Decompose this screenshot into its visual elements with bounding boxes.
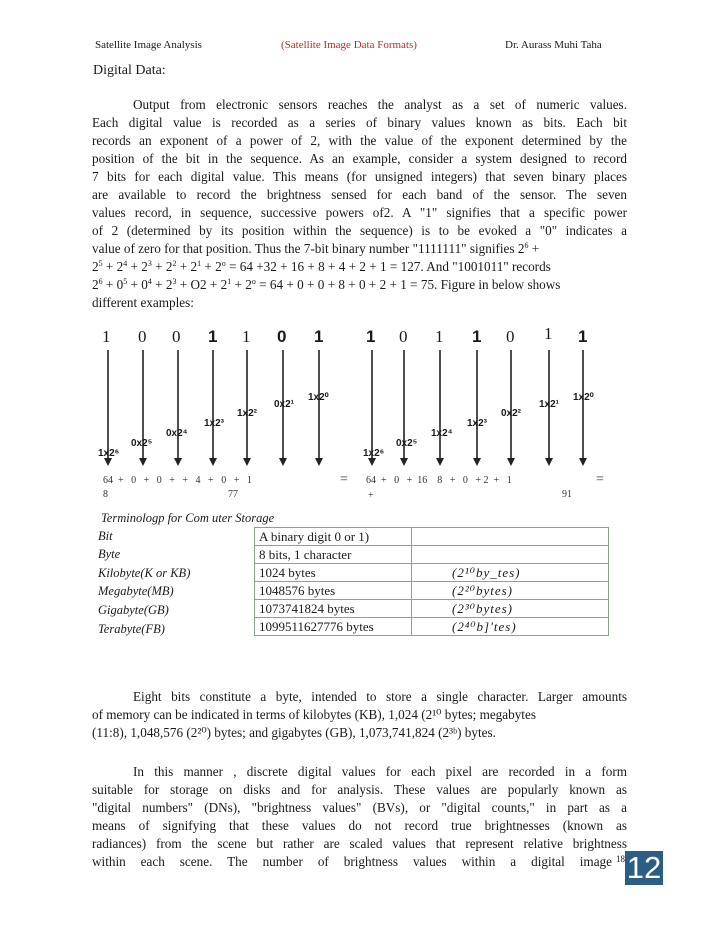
- page-number-badge: 12: [626, 850, 662, 885]
- text-line: Each digital value is recorded as a series of binary values known as bits. Each bit: [92, 115, 627, 130]
- equals-sign: =: [596, 472, 604, 487]
- storage-table: [254, 527, 609, 636]
- bit-label: 1x2⁰: [573, 392, 594, 403]
- table-caption: Terminologp for Com uter Storage: [101, 511, 275, 525]
- header-left: Satellite Image Analysis: [95, 39, 202, 51]
- right-sum-continued: +: [368, 490, 374, 501]
- text-line: (11:8), 1,048,576 (2²⁰) bytes; and gigabytes (GB), 1,073,741,824 (2³ᵇ) bytes.: [92, 725, 496, 740]
- text-line: means of signifying that these values do not record true brightnesses (known as: [92, 818, 627, 833]
- bit-digit: 1: [544, 324, 553, 343]
- text-line: Output from electronic sensors reaches the analyst as a set of numeric values.: [133, 97, 627, 112]
- table-cell: 8 bits, 1 character: [255, 546, 412, 564]
- bit-digit: 0: [172, 327, 181, 346]
- paragraph-digital-numbers: [92, 763, 627, 871]
- bit-label: 0x2⁵: [396, 438, 418, 449]
- bit-digit: 1: [435, 327, 444, 346]
- row-label: Kilobyte(K or KB): [98, 566, 191, 580]
- bit-label: 0x2⁴: [166, 428, 188, 439]
- section-title: Digital Data:: [93, 63, 166, 78]
- row-label: Byte: [98, 547, 121, 561]
- left-sum-continued: 8: [103, 489, 108, 500]
- text-line: records an exponent of a power of 2, with the value of the exponent determined by the: [92, 133, 627, 148]
- bit-label: 1x2²: [237, 408, 258, 419]
- text-line: "digital numbers" (DNs), "brightness values" (BVs), or "digital counts," in part as a: [92, 800, 627, 815]
- table-row: [255, 582, 609, 600]
- header-center: (Satellite Image Data Formats): [281, 39, 417, 51]
- table-cell: [412, 546, 609, 564]
- table-cell: 1073741824 bytes: [255, 600, 412, 618]
- bit-label: 0x2¹: [274, 399, 295, 410]
- bit-digit: 1: [472, 327, 482, 346]
- text-line: Eight bits constitute a byte, intended to store a single character. Larger amounts: [133, 689, 627, 704]
- row-label: Gigabyte(GB): [98, 603, 169, 617]
- text-line: $2^5 + 2^4 + 2^3 + 2^2 + 2^1 + 2^o = 64 +32 + 16 + 8 + 4 + 2 + 1 = 127$. And "1001011" records: [92, 259, 551, 274]
- table-cell: 1024 bytes: [255, 564, 412, 582]
- table-row: [255, 528, 609, 546]
- text-line: of 2 (determined by its position within the sequence) is to be evoked a "0" indicates a: [92, 223, 627, 238]
- table-cell: A binary digit 0 or 1): [255, 528, 412, 546]
- text-line: position of the bit in the sequence. As an example, consider a system designed to record: [92, 151, 627, 166]
- bit-digit: 0: [138, 327, 147, 346]
- left-sum: 64 + 0 + 0 + + 4 + 0 + 1: [103, 475, 252, 486]
- bit-digit: 0: [399, 327, 408, 346]
- table-cell: (2²⁰bytes): [412, 582, 609, 600]
- right-total: 91: [562, 489, 572, 500]
- bit-label: 0x2⁵: [131, 438, 153, 449]
- table-row: [255, 546, 609, 564]
- bit-label: 1x2⁶: [98, 448, 120, 459]
- text-line: are available to record the brightness sensed for each band of the sensor. The seven: [92, 187, 627, 202]
- bit-digit: 0: [506, 327, 515, 346]
- text-line: suitable for storage on disks and for analysis. These values are popularly known as: [92, 782, 627, 797]
- table-cell: (2⁴⁰b]'tes): [412, 618, 609, 636]
- table-cell: (2³⁰bytes): [412, 600, 609, 618]
- equals-sign: =: [340, 472, 348, 487]
- bit-label: 1x2⁴: [431, 428, 453, 439]
- text-line: 7 bits for each digital value. This means (for unsigned integers) that seven binary places: [92, 169, 627, 184]
- right-sum: 64 + 0 + 16 8 + 0 + 2 + 1: [366, 475, 512, 486]
- bit-digit: 1: [242, 327, 251, 346]
- row-label: Terabyte(FB): [98, 622, 165, 636]
- table-row: [255, 600, 609, 618]
- paragraph-bytes: [92, 688, 627, 742]
- bit-digit: 0: [277, 327, 287, 346]
- table-cell: 1099511627776 bytes: [255, 618, 412, 636]
- text-line: different examples:: [92, 295, 194, 310]
- table-cell: [412, 528, 609, 546]
- text-line: within each scene. The number of brightness values within a digital image: [92, 854, 612, 869]
- page-mark: 18: [616, 854, 625, 864]
- text-line: In this manner , discrete digital values for each pixel are recorded in a form: [133, 764, 627, 779]
- row-label: Megabyte(MB): [98, 584, 174, 598]
- row-label: Bit: [98, 529, 113, 543]
- text-line: values record, in sequence, successive powers of2. A "1" signifies that a specific power: [92, 205, 627, 220]
- table-cell: 1048576 bytes: [255, 582, 412, 600]
- header-right: Dr. Aurass Muhi Taha: [505, 39, 602, 51]
- bit-digit: 1: [366, 327, 376, 346]
- bit-label: 1x2⁶: [363, 448, 385, 459]
- bit-label: 1x2³: [204, 418, 225, 429]
- bit-label: 0x2²: [501, 408, 522, 419]
- table-cell: (2¹⁰by_tes): [412, 564, 609, 582]
- text-line: $2^6 + 0^5 + 0^4 + 2^3 + O2 + 2^1 + 2^o = 64 + 0 + 0 + 8 + 0 + 2 + 1 = 75$. Figure in below shows: [92, 277, 561, 292]
- text-line: value of zero for that position. Thus the 7-bit binary number "1111111" signifies $2^6$ +: [92, 241, 540, 256]
- text-line: radiances) from the scene but rather are scaled values that represent relative brightness: [92, 836, 627, 851]
- bit-label: 1x2³: [467, 418, 488, 429]
- bit-digit: 1: [208, 327, 218, 346]
- bit-digit: 1: [102, 327, 111, 346]
- table-row: [255, 564, 609, 582]
- text-line: of memory can be indicated in terms of kilobytes (KB), 1,024 (2¹⁰ bytes; megabytes: [92, 707, 536, 722]
- bit-digit: 1: [314, 327, 324, 346]
- left-total: 77: [228, 489, 238, 500]
- bit-label: 1x2⁰: [308, 392, 329, 403]
- bit-label: 1x2¹: [539, 399, 560, 410]
- table-row: [255, 618, 609, 636]
- bit-digit: 1: [578, 327, 588, 346]
